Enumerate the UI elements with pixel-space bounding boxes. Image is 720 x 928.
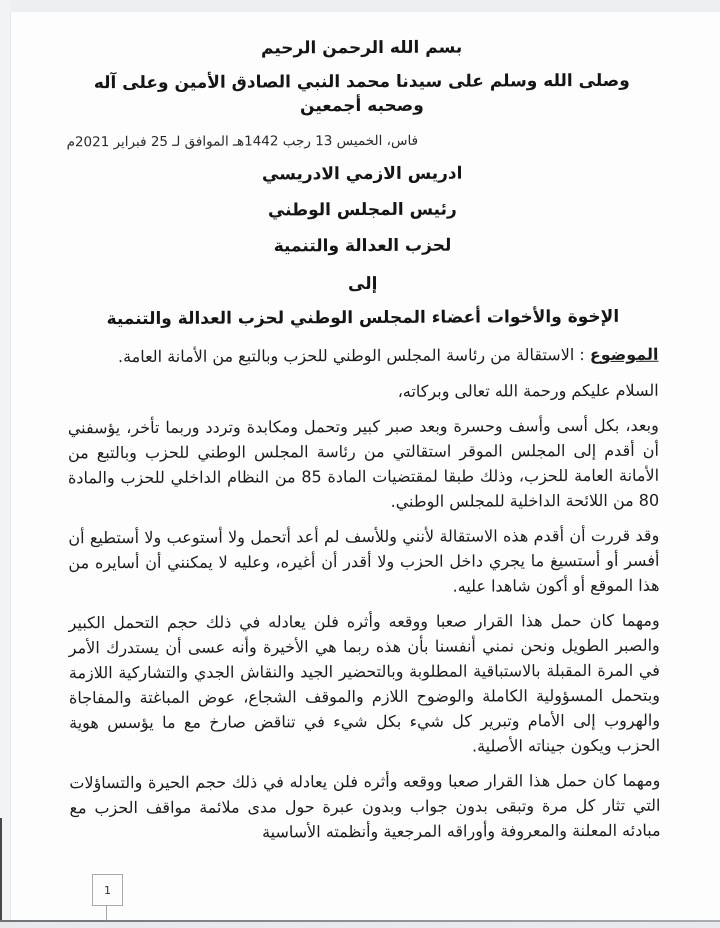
bismillah-line: بسم الله الرحمن الرحيم [260,37,463,59]
body-paragraph: ومهما كان حمل هذا القرار صعبا ووقعه وأثره فلن يعادله في ذلك حجم الحيرة والتساؤلات التي تثار كل مرة وتبقى بدون جواب وبدون عبرة حول مدى ملائمة مواقف الحزب مع مبادئه المعلنة والمعروفة وأوراقه المرجعية وأنظمته الأساسية [69,770,661,842]
subject-text: : الاستقالة من رئاسة المجلس الوطني للحزب وبالتبع من الأمانة العامة. [117,345,590,367]
sender-name: ادريس الازمي الادريسي [261,163,463,185]
page-number-box [92,874,123,906]
body-paragraph: وقد قررت أن أقدم هذه الاستقالة لأنني وللأسف لم أعد أتحمل ولا أستوعب ولا أستطيع أن أفسر أو أستسيغ ما يجري داخل الحزب ولا أقدر أن أغيره، وعليه لا يمكنني أن أسايره من هذا الموقع أو أكون شاهدا عليه. [68,525,660,596]
addressee-line: الإخوة والأخوات أعضاء المجلس الوطني لحزب العدالة والتنمية [106,306,620,330]
scan-bottom-strip [0,922,720,928]
greeting-line: السلام عليكم ورحمة الله تعالى وبركاته، [397,380,659,401]
page-number: 1 [104,883,111,897]
subject-label: الموضوع [589,344,659,365]
document-page [10,12,720,920]
salawat-line: وصلى الله وسلم على سيدنا محمد النبي الصادق الأمين وعلى آله وصحبه أجمعين [93,70,630,117]
to-label: إلى [347,273,378,295]
scan-left-edge-mark [0,818,2,922]
letter-content [11,10,720,845]
footnote-rule [106,905,107,921]
date-line: فاس، الخميس 13 رجب 1442هـ الموافق لـ 25 فبراير 2021م [66,132,419,151]
sender-title-1: رئيس المجلس الوطني [267,199,457,221]
body-paragraph: ومهما كان حمل هذا القرار صعبا ووقعه وأثره فلن يعادله في ذلك حجم التحمل الكبير والصبر الطويل ونحن نمني أنفسنا بأن هذه ربما هي الأخيرة وأنه عسى أن يستدرك الأمر في المرة المقبلة بالاستباقية المطلوبة وبالتحضير الجيد والنقاش الجدي والتشاركية اللازمة وبتحمل المسؤولية الكاملة والوضوح اللازم والموقف الشجاع، عوض المباغتة والمفاجاة والهروب إلى الأمام وتبرير كل شيء بكل شيء في تناقض صارخ مع ما يؤسس هوية الحزب ويكون جيناته الأصلية. [68,610,661,756]
scan-left-strip [0,0,10,928]
sender-title-2: لحزب العدالة والتنمية [273,235,452,257]
subject-line [67,343,658,370]
body-paragraph: وبعد، بكل أسى وأسف وحسرة وبعد صبر كبير وتحمل ومكابدة وتردد وربما تأخر، يؤسفني أن أقدم إلى المجلس الموقر استقالتي من رئاسة المجلس الوطني للحزب وبالتبع من الأمانة العامة للحزب، وذلك طبقا لمقتضيات المادة 85 من النظام الداخلي للحزب والمادة 80 من اللائحة الداخلية للمجلس الوطني. [67,415,660,511]
